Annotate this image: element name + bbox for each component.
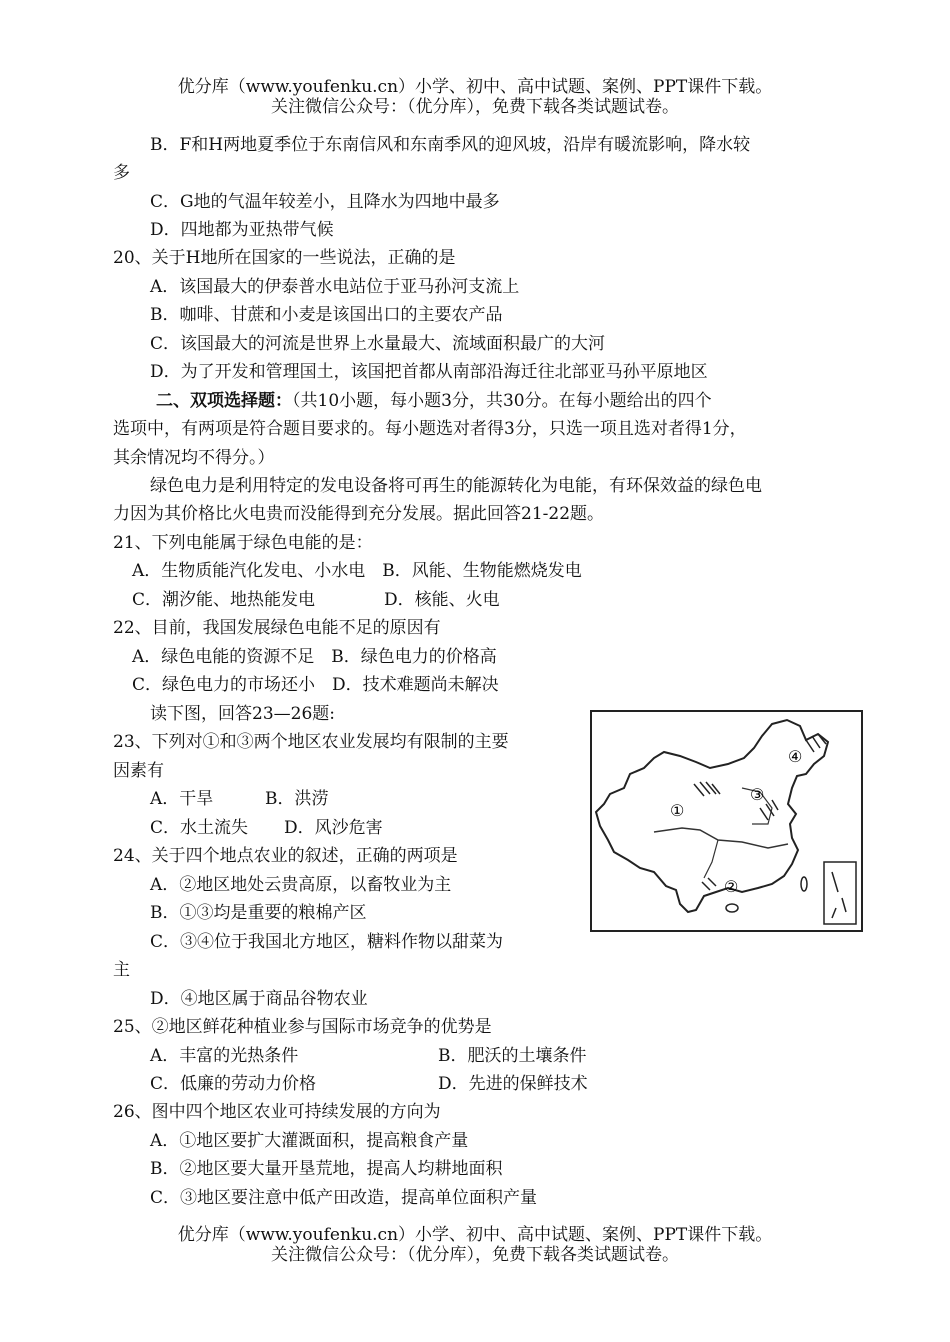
- q23-stem: 23、下列对①和③两个地区农业发展均有限制的主要: [113, 732, 509, 752]
- q24-option-d: D．④地区属于商品谷物农业: [150, 989, 368, 1009]
- q26-option-a: A．①地区要扩大灌溉面积，提高粮食产量: [150, 1131, 469, 1151]
- intro-21-line-1: 绿色电力是利用特定的发电设备将可再生的能源转化为电能，有环保效益的绿色电: [150, 476, 762, 496]
- map-label-4: ④: [788, 747, 803, 766]
- q23-stem-continued: 因素有: [113, 761, 164, 781]
- q22-stem: 22、目前，我国发展绿色电能不足的原因有: [113, 618, 441, 638]
- q25-option-c: C．低廉的劳动力价格: [150, 1074, 317, 1094]
- section-2-title: 二、双项选择题：: [156, 391, 292, 411]
- q20-option-a: A．该国最大的伊泰普水电站位于亚马孙河支流上: [150, 277, 520, 297]
- q20-option-c: C．该国最大的河流是世界上水量最大、流域面积最广的大河: [150, 334, 606, 354]
- q25-option-d: D．先进的保鲜技术: [438, 1074, 588, 1094]
- map-internal-line-2: [704, 840, 718, 878]
- q25-option-b: B．肥沃的土壤条件: [438, 1046, 587, 1066]
- q20-option-b: B．咖啡、甘蔗和小麦是该国出口的主要农产品: [150, 305, 503, 325]
- inset-dashes: [832, 872, 846, 918]
- region-2-hatch: [702, 878, 716, 890]
- q25-option-a: A．丰富的光热条件: [150, 1046, 299, 1066]
- q23-option-c: C．水土流失: [150, 818, 249, 838]
- q23-option-b: B．洪涝: [265, 789, 329, 809]
- q22-options-cd: C．绿色电力的市场还小 D．技术难题尚未解决: [132, 675, 499, 695]
- q24-stem: 24、关于四个地点农业的叙述，正确的两项是: [113, 846, 458, 866]
- q20-stem: 20、关于H地所在国家的一些说法，正确的是: [113, 248, 456, 268]
- q21-option-c: C．潮汐能、地热能发电: [132, 590, 316, 610]
- south-china-sea-inset: [824, 862, 856, 924]
- q19-option-c: C．G地的气温年较差小，且降水为四地中最多: [150, 192, 500, 212]
- hainan-island: [726, 904, 738, 912]
- region-4-hatch: [806, 734, 826, 752]
- q19-option-b: B．F和H两地夏季位于东南信风和东南季风的迎风坡，沿岸有暖流影响，降水较: [150, 135, 751, 155]
- section-2-description: （共10小题，每小题3分，共30分。在每小题给出的四个: [292, 391, 712, 411]
- q24-option-b: B．①③均是重要的粮棉产区: [150, 903, 367, 923]
- q26-option-c: C．③地区要注意中低产田改造，提高单位面积产量: [150, 1188, 538, 1208]
- q20-option-d: D．为了开发和管理国土，该国把首都从南部沿海迁往北部亚马孙平原地区: [150, 362, 708, 382]
- intro-21-line-2: 力因为其价格比火电贵而没能得到充分发展。据此回答21-22题。: [113, 504, 605, 524]
- china-map-svg: [592, 712, 861, 930]
- map-label-1: ①: [670, 801, 685, 820]
- header-line-1: 优分库（www.youfenku.cn）小学、初中、高中试题、案例、PPT课件下载。: [177, 77, 773, 97]
- map-internal-line-1: [654, 828, 788, 848]
- map-label-2: ②: [724, 877, 739, 896]
- china-map-figure: [590, 710, 863, 932]
- q21-option-d: D．核能、火电: [384, 590, 500, 610]
- q21-stem: 21、下列电能属于绿色电能的是：: [113, 533, 373, 553]
- q22-options-ab: A．绿色电能的资源不足 B．绿色电力的价格高: [132, 647, 497, 667]
- q24-option-c: C．③④位于我国北方地区，糖料作物以甜菜为: [150, 932, 504, 952]
- header-line-2: 关注微信公众号：（优分库），免费下载各类试题试卷。: [271, 97, 679, 117]
- q24-option-a: A．②地区地处云贵高原，以畜牧业为主: [150, 875, 452, 895]
- section-2-description-2: 选项中，有两项是符合题目要求的。每小题选对者得3分，只选一项且选对者得1分，: [113, 419, 747, 439]
- section-2-description-3: 其余情况均不得分。）: [113, 448, 275, 468]
- section-2-heading: [156, 389, 712, 413]
- q26-stem: 26、图中四个地区农业可持续发展的方向为: [113, 1102, 441, 1122]
- q21-options-ab: A．生物质能汽化发电、小水电 B．风能、生物能燃烧发电: [132, 561, 582, 581]
- region-1-hatch: [694, 782, 720, 796]
- q25-stem: 25、②地区鲜花种植业参与国际市场竞争的优势是: [113, 1017, 492, 1037]
- q26-option-b: B．②地区要大量开垦荒地，提高人均耕地面积: [150, 1159, 503, 1179]
- footer-line-1: 优分库（www.youfenku.cn）小学、初中、高中试题、案例、PPT课件下载。: [177, 1225, 773, 1245]
- footer-line-2: 关注微信公众号：（优分库），免费下载各类试题试卷。: [271, 1245, 679, 1265]
- taiwan-island: [801, 877, 807, 891]
- map-intro: 读下图，回答23—26题:: [150, 704, 335, 724]
- map-label-3: ③: [750, 785, 765, 804]
- q19-option-d: D．四地都为亚热带气候: [150, 220, 334, 240]
- q23-option-a: A．干旱: [150, 789, 214, 809]
- q19-option-b-continued: 多: [113, 163, 130, 183]
- q23-option-d: D．风沙危害: [284, 818, 383, 838]
- q24-option-c-continued: 主: [113, 960, 130, 980]
